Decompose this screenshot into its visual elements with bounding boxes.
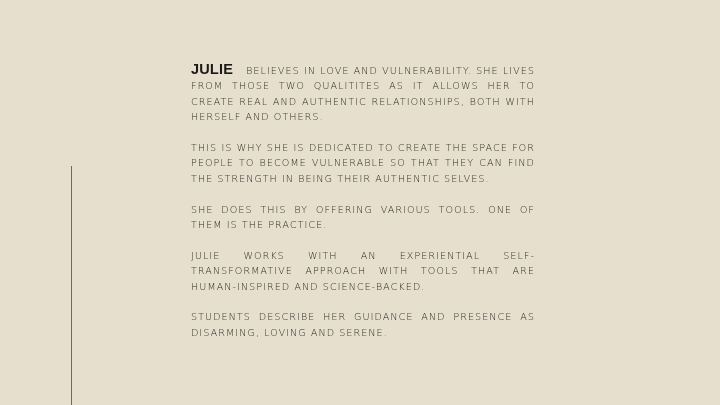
name-heading: JULIE bbox=[191, 62, 234, 78]
bio-paragraph-dedication: THIS IS WHY SHE IS DEDICATED TO CREATE THE SPACE FOR PEOPLE TO BECOME VULNERABLE SO THAT THEY CAN FIND THE STRENGTH IN BEING THEIR AUTHENTIC SELVES. bbox=[191, 143, 535, 185]
bio-paragraph-approach: JULIE WORKS WITH AN EXPERIENTIAL SELF-TRANSFORMATIVE APPROACH WITH TOOLS THAT ARE HUMAN-INSPIRED AND SCIENCE-BACKED. bbox=[191, 250, 535, 293]
bio-paragraph-testimonial: STUDENTS DESCRIBE HER GUIDANCE AND PRESENCE AS DISARMING, LOVING AND SERENE. bbox=[191, 312, 535, 339]
vertical-divider bbox=[71, 166, 72, 405]
intro-paragraph bbox=[191, 63, 535, 126]
bio-paragraph-tools: SHE DOES THIS BY OFFERING VARIOUS TOOLS. ONE OF THEM IS THE PRACTICE. bbox=[191, 204, 535, 232]
bio-text-block bbox=[191, 63, 535, 357]
intro-text: BELIEVES IN LOVE AND VULNERABILITY. SHE LIVES FROM THOSE TWO QUALITITES AS IT ALLOWS HER TO CREATE REAL AND AUTHENTIC RELATIONSHIPS, BOTH WITH HERSELF AND OTHERS. bbox=[191, 66, 535, 124]
